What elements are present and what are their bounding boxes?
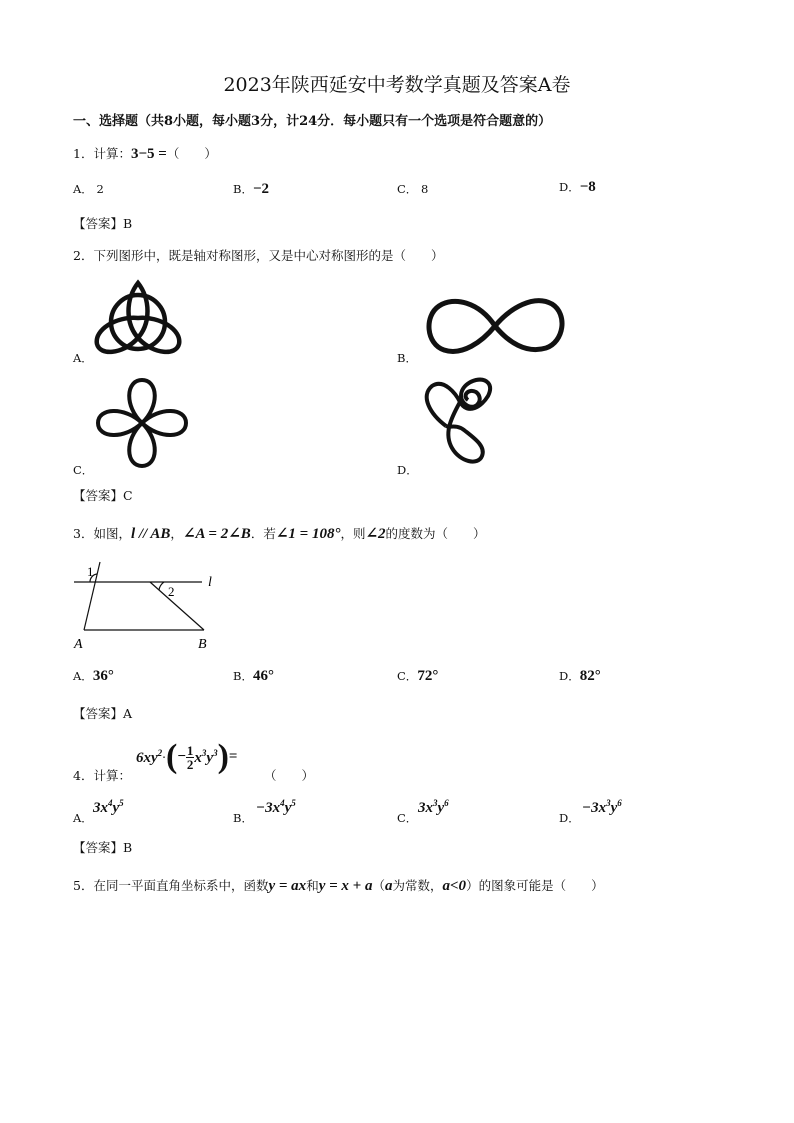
q4-option-d: $-3x^3y^6$ bbox=[582, 798, 622, 816]
figure-b-infinity bbox=[424, 294, 566, 358]
q4-prefix: 4．计算： bbox=[73, 768, 131, 783]
q1-expression: 3−5 = bbox=[130, 146, 167, 162]
q3-condition-angle: ∠A = 2∠B bbox=[182, 526, 251, 542]
q4-suffix: （ ） bbox=[264, 768, 315, 783]
q2-label-a: A． bbox=[73, 351, 93, 365]
fig-label-2: 2 bbox=[168, 584, 175, 599]
q2-label-d: D． bbox=[397, 463, 418, 477]
q2-label-c: C． bbox=[73, 463, 94, 477]
fig-label-l: l bbox=[208, 575, 212, 590]
q3-option-d: D．82° bbox=[559, 668, 601, 684]
question-5: 5．在同一平面直角坐标系中，函数y = ax和y = x + a（a为常数，a<0）的图象可能是（ ） bbox=[73, 878, 604, 894]
q3-option-c: C．72° bbox=[397, 668, 439, 684]
q4-option-d-label: D． bbox=[559, 811, 580, 825]
q4-option-a-label: A． bbox=[73, 811, 93, 825]
q4-option-a: $3x^4y^5$ bbox=[93, 798, 124, 816]
page-title: 2023年陕西延安中考数学真题及答案A卷 bbox=[223, 74, 571, 96]
figure-c-four-leaf bbox=[94, 376, 190, 470]
q3-option-a: A．36° bbox=[73, 668, 114, 684]
fig-label-1: 1 bbox=[87, 564, 94, 579]
q3-condition-108: ∠1 = 108° bbox=[275, 526, 341, 542]
q4-option-c-label: C． bbox=[397, 811, 418, 825]
q4-answer: 【答案】B bbox=[73, 840, 133, 855]
section-heading: 一、选择题（共8小题，每小题3分，计24分．每小题只有一个选项是符合题意的） bbox=[73, 114, 552, 129]
q1-option-b: B．−2 bbox=[233, 181, 270, 197]
q1-prefix: 1．计算： bbox=[73, 146, 131, 161]
q3-angle-2: ∠2 bbox=[365, 526, 386, 542]
q5-function-2: y = x + a bbox=[318, 878, 373, 894]
q4-expression: $6xy^2\cdot(-$ $\frac{1}{2}$ $x^3y^3)=$ bbox=[136, 738, 238, 775]
fig-label-A: A bbox=[74, 637, 83, 652]
question-3: 3．如图，l // AB，∠A = 2∠B．若∠1 = 108°，则∠2的度数为（ ） bbox=[73, 526, 486, 542]
q5-function-1: y = ax bbox=[268, 878, 307, 894]
q4-option-b-label: B． bbox=[233, 811, 253, 825]
question-2: 2．下列图形中，既是轴对称图形，又是中心对称图形的是（ ） bbox=[73, 248, 444, 263]
figure-q3-geometry bbox=[70, 558, 220, 654]
q3-condition-parallel: l // AB bbox=[130, 526, 171, 542]
q1-option-c: C． 8 bbox=[397, 182, 429, 196]
q1-suffix: （ ） bbox=[166, 146, 217, 161]
fig-label-B: B bbox=[198, 637, 207, 652]
question-1 bbox=[73, 144, 217, 163]
figure-a-triquetra bbox=[92, 280, 184, 362]
figure-d-loop-curve bbox=[420, 376, 500, 468]
q1-answer: 【答案】B bbox=[73, 216, 133, 231]
q3-answer: 【答案】A bbox=[73, 706, 133, 721]
q1-option-a: A． 2 bbox=[73, 182, 104, 196]
q3-option-b: B．46° bbox=[233, 668, 274, 684]
q4-option-b: $-3x^4y^5$ bbox=[256, 798, 296, 816]
q2-label-b: B． bbox=[397, 351, 417, 365]
q4-option-c: $3x^3y^6$ bbox=[418, 798, 449, 816]
q2-answer: 【答案】C bbox=[73, 488, 133, 503]
q1-option-d: D．−8 bbox=[559, 179, 596, 195]
q5-condition: a<0 bbox=[442, 878, 467, 894]
